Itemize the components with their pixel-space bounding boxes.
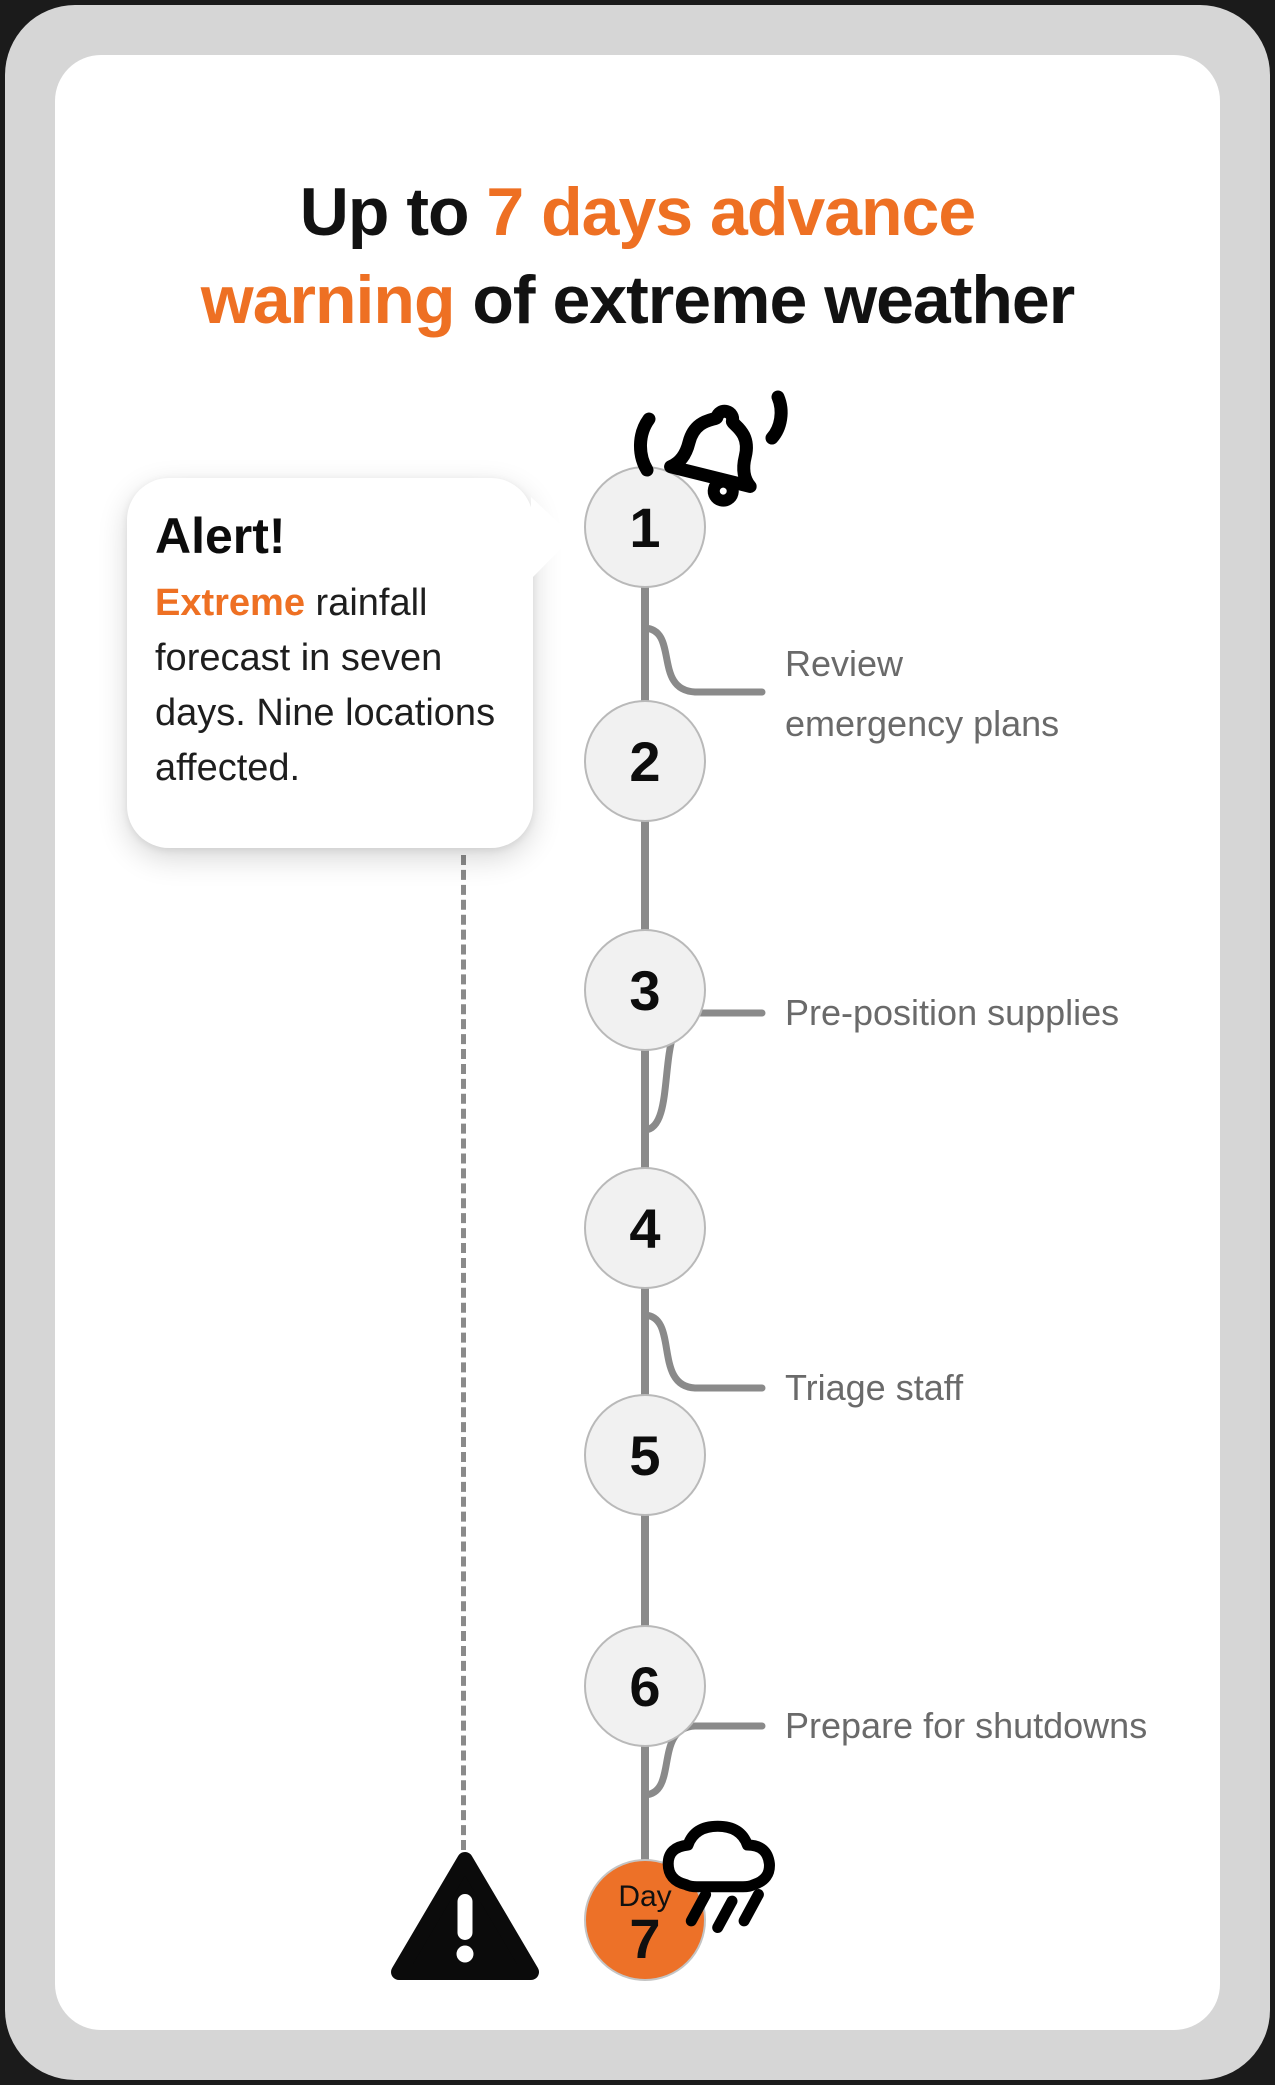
step-number: 1 [629, 495, 661, 559]
step-number: 4 [629, 1196, 661, 1260]
title-text-accent-2: warning [200, 262, 455, 338]
step-label-shutdowns: Prepare for shutdowns [785, 1705, 1148, 1746]
alert-bubble [127, 478, 533, 848]
day-number: 7 [629, 1907, 661, 1970]
step-label-preposition: Pre-position supplies [785, 992, 1120, 1033]
step-number: 2 [629, 729, 661, 793]
step-label-triage: Triage staff [785, 1367, 964, 1408]
dashed-drop-line [461, 855, 466, 1850]
step-number: 5 [629, 1423, 661, 1487]
ringing-bell-icon [622, 382, 798, 538]
heavy-rain-cloud-icon [655, 1812, 787, 1944]
step-circle-3 [584, 929, 706, 1051]
step-number: 6 [629, 1654, 661, 1718]
step-circle-2 [584, 700, 706, 822]
step-circle-5 [584, 1394, 706, 1516]
alert-highlight: Extreme [155, 582, 305, 624]
title-text-dark-1: Up to [299, 174, 487, 250]
step-circle-4 [584, 1167, 706, 1289]
title-text-dark-2: of extreme weather [454, 262, 1075, 338]
title-text-accent-1: 7 days advance [486, 174, 976, 250]
step-label-review: Review emergency plans [785, 643, 1060, 744]
day-label: Day [618, 1880, 672, 1913]
connector-triage [645, 1315, 762, 1388]
step-circle-6 [584, 1625, 706, 1747]
alert-body-text: rainfall forecast in seven days. Nine locations affected. [155, 582, 496, 789]
connector-review [645, 628, 762, 692]
alert-heading: Alert! [155, 508, 286, 564]
alert-body [155, 576, 505, 796]
warning-triangle-icon [390, 1850, 540, 1984]
step-number: 3 [629, 958, 661, 1022]
